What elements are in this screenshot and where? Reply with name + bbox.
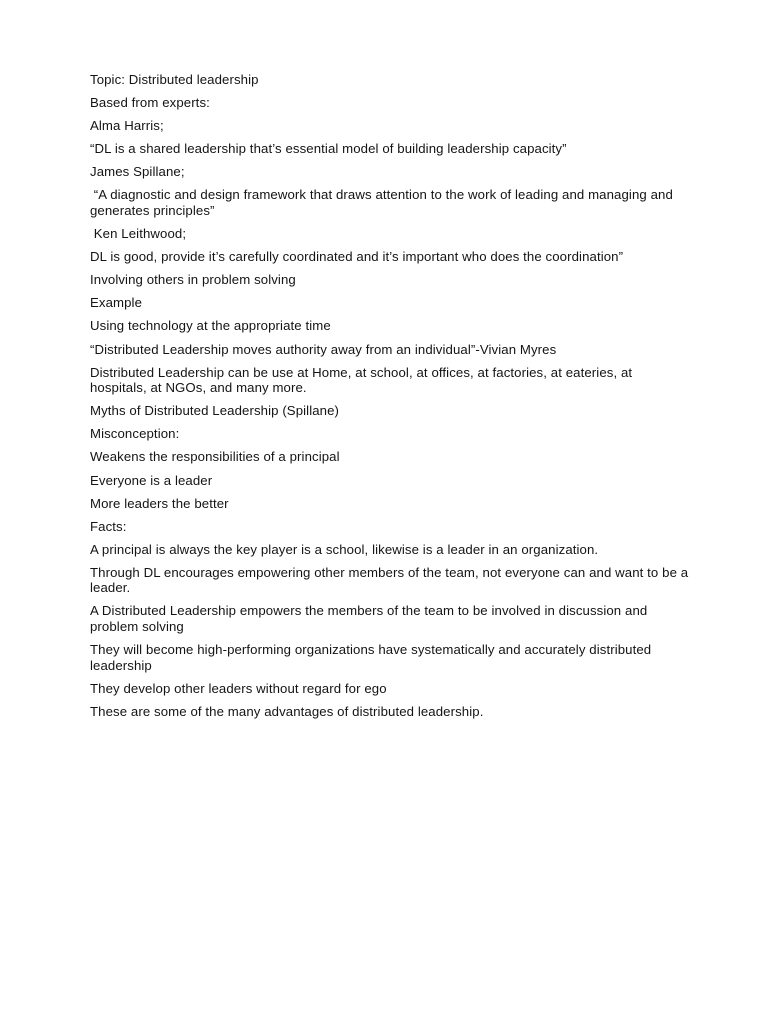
paragraph: Involving others in problem solving (90, 272, 296, 288)
paragraph: Based from experts: (90, 95, 210, 111)
list-item: Everyone is a leader (90, 472, 213, 488)
list-item: More leaders the better (90, 495, 229, 511)
list-item: A principal is always the key player is a school, likewise is a leader in an organization. (90, 541, 599, 557)
expert-name: Ken Leithwood; (90, 226, 187, 242)
document-body (90, 72, 690, 727)
list-item: Through DL encourages empowering other members of the team, not everyone can and want to be a leader. (90, 564, 692, 596)
section-heading: Myths of Distributed Leadership (Spillane) (90, 403, 340, 419)
quote: “DL is a shared leadership that’s essential model of building leadership capacity” (90, 141, 567, 157)
list-item: They will become high-performing organizations have systematically and accurately distributed leadership (90, 642, 656, 673)
list-item: They develop other leaders without regard for ego (90, 680, 387, 696)
section-heading: Misconception: (90, 426, 180, 442)
paragraph: Distributed Leadership can be use at Home, at school, at offices, at factories, at eateries, at hospitals, at NGOs, and many more. (90, 364, 636, 396)
quote: DL is good, provide it’s carefully coordinated and it’s important who does the coordination” (90, 249, 624, 265)
section-heading: Facts: (90, 518, 127, 534)
topic-heading: Topic: Distributed leadership (90, 72, 259, 87)
expert-name: James Spillane; (90, 164, 185, 180)
list-item: Weakens the responsibilities of a principal (90, 449, 340, 465)
paragraph: Example (90, 295, 143, 311)
expert-name: Alma Harris; (90, 118, 164, 134)
conclusion: These are some of the many advantages of distributed leadership. (90, 703, 484, 719)
paragraph: Using technology at the appropriate time (90, 318, 331, 334)
quote: “A diagnostic and design framework that draws attention to the work of leading and managing and generates principles” (90, 187, 677, 218)
quote: “Distributed Leadership moves authority away from an individual”-Vivian Myres (90, 341, 557, 357)
list-item: A Distributed Leadership empowers the members of the team to be involved in discussion and problem solving (90, 603, 652, 634)
